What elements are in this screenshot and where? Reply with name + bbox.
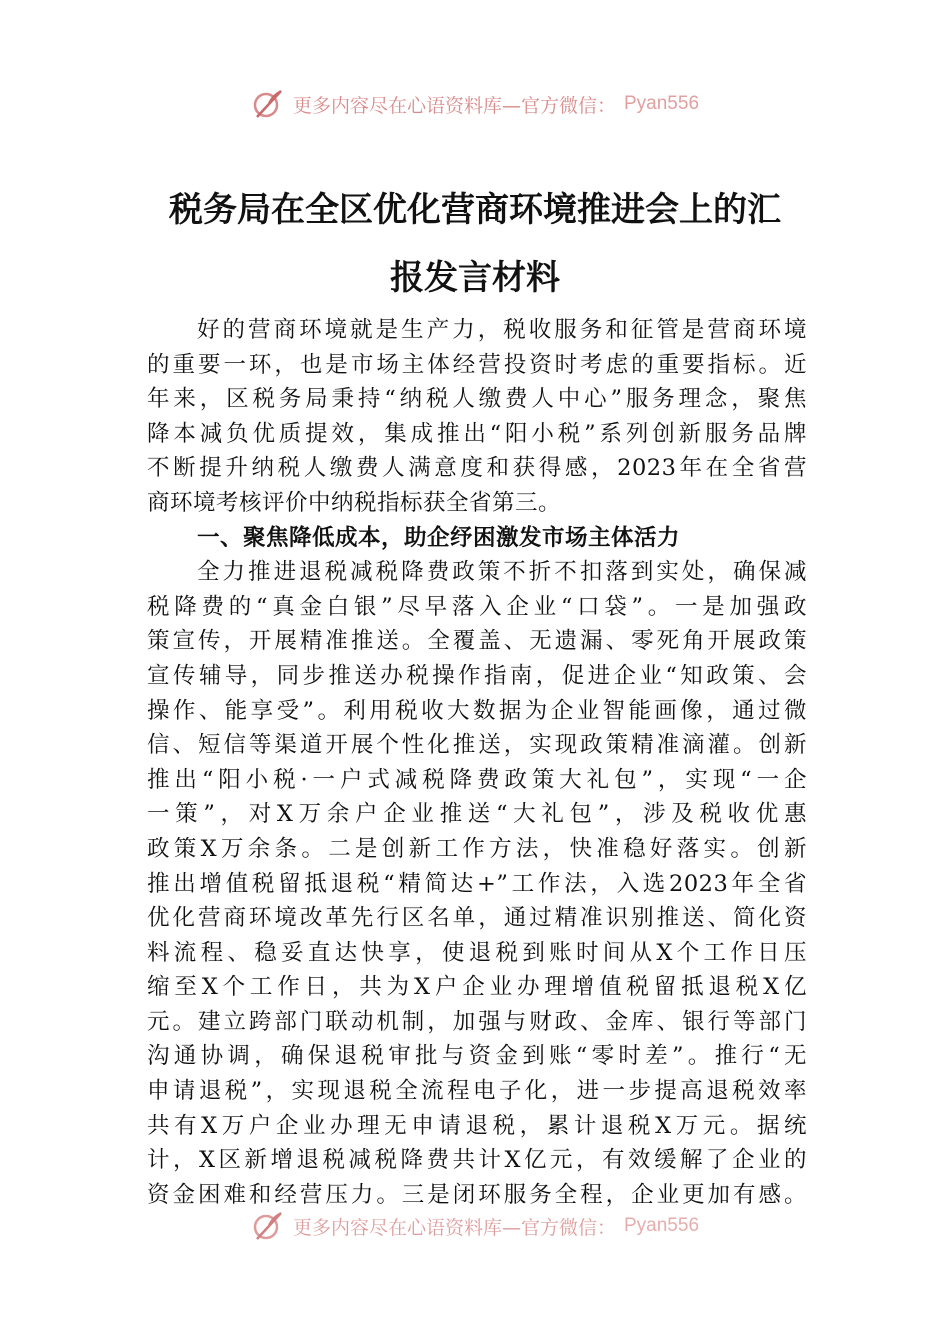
- body-line: 策宣传，开展精准推送。全覆盖、无遗漏、零死角开展政策: [147, 628, 807, 655]
- body-line: 商环境考核评价中纳税指标获全省第三。: [147, 489, 562, 516]
- body-line: 年来，区税务局秉持“纳税人缴费人中心”服务理念，聚焦: [147, 386, 807, 413]
- body-line: 操作、能享受”。利用税收大数据为企业智能画像，通过微: [147, 697, 807, 724]
- header-watermark: [0, 84, 950, 124]
- body-line: 一策”，对X万余户企业推送“大礼包”，涉及税收优惠: [147, 801, 807, 828]
- body-line: 信、短信等渠道开展个性化推送，实现政策精准滴灌。创新: [147, 732, 807, 759]
- body-line: 宣传辅导，同步推送办税操作指南，促进企业“知政策、会: [147, 662, 807, 689]
- body-line: 税降费的“真金白银”尽早落入企业“口袋”。一是加强政: [147, 593, 807, 620]
- body-line: 好的营商环境就是生产力，税收服务和征管是营商环境: [197, 317, 807, 343]
- body-line: 全力推进退税减税降费政策不折不扣落到实处，确保减: [197, 559, 807, 586]
- body-line: 不断提升纳税人缴费人满意度和获得感，2023年在全省营: [147, 455, 807, 482]
- quill-logo-icon: [251, 1209, 285, 1243]
- body-line: 申请退税”，实现退税全流程电子化，进一步提高退税效率: [147, 1078, 807, 1105]
- document-title-line-2: 报发言材料: [390, 258, 560, 298]
- watermark-wechat-id: Pyan556: [624, 1215, 700, 1236]
- body-line: 的重要一环，也是市场主体经营投资时考虑的重要指标。近: [147, 351, 807, 378]
- body-line: 推出“阳小税·一户式减税降费政策大礼包”，实现“一企: [147, 766, 807, 793]
- body-line: 缩至X个工作日，共为X户企业办理增值税留抵退税X亿: [147, 974, 807, 1001]
- quill-logo-icon: [251, 87, 285, 121]
- watermark-text: 更多内容尽在心语资料库—官方微信：: [292, 1216, 616, 1239]
- body-line: 推出增值税留抵退税“精简达+”工作法，入选2023年全省: [147, 870, 807, 897]
- section-heading: 一、聚焦降低成本，助企纾困激发市场主体活力: [197, 524, 681, 551]
- body-line: 政策X万余条。二是创新工作方法，快准稳好落实。创新: [147, 835, 807, 862]
- body-line: 共有X万户企业办理无申请退税，累计退税X万元。据统: [147, 1112, 807, 1139]
- body-line: 计，X区新增退税减税降费共计X亿元，有效缓解了企业的: [147, 1147, 807, 1174]
- watermark-text: 更多内容尽在心语资料库—官方微信：: [292, 94, 616, 117]
- body-line: 优化营商环境改革先行区名单，通过精准识别推送、简化资: [147, 905, 807, 932]
- body-line: 元。建立跨部门联动机制，加强与财政、金库、银行等部门: [147, 1008, 807, 1035]
- body-line: 资金困难和经营压力。三是闭环服务全程，企业更加有感。: [147, 1181, 807, 1208]
- footer-watermark: [0, 1206, 950, 1246]
- watermark-wechat-id: Pyan556: [624, 93, 700, 114]
- document-title-line-1: 税务局在全区优化营商环境推进会上的汇: [169, 190, 781, 230]
- body-line: 料流程、稳妥直达快享，使退税到账时间从X个工作日压: [147, 939, 807, 966]
- body-line: 沟通协调，确保退税审批与资金到账“零时差”。推行“无: [147, 1043, 807, 1070]
- body-line: 降本减负优质提效，集成推出“阳小税”系列创新服务品牌: [147, 420, 807, 447]
- document-body: [147, 313, 807, 1212]
